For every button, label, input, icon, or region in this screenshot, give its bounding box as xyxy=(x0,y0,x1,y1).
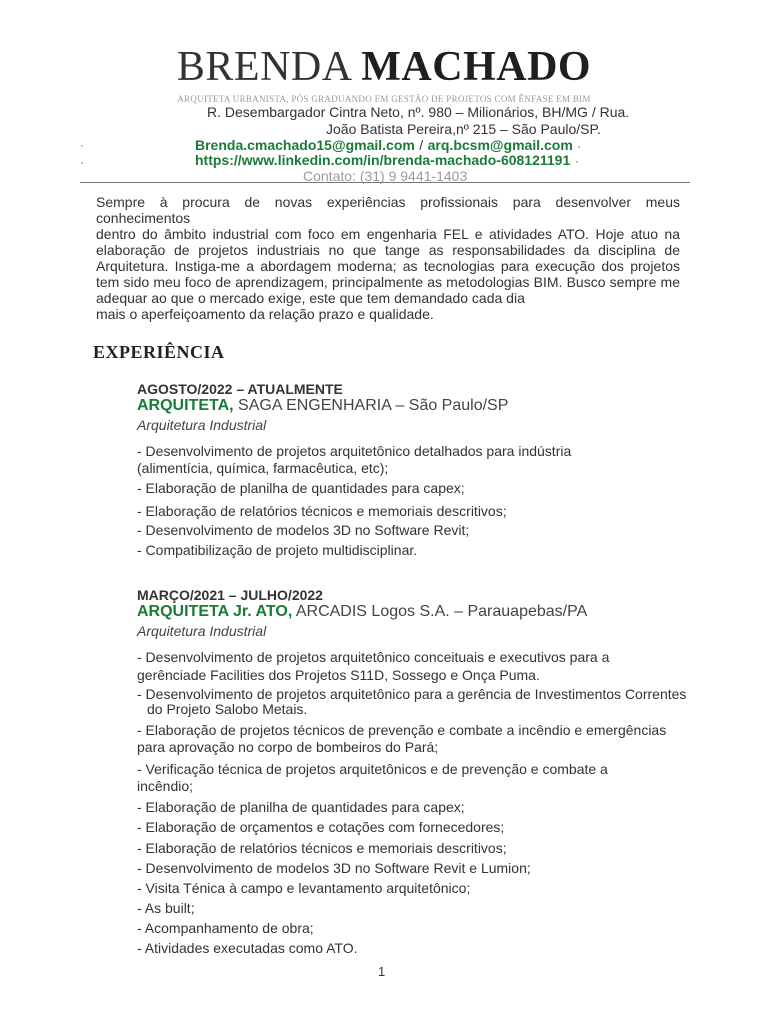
bullet-marker: · xyxy=(80,138,84,152)
job-title: ARQUITETA Jr. ATO, xyxy=(137,603,293,620)
bullet-marker: · xyxy=(80,155,84,169)
job-area: Arquitetura Industrial xyxy=(137,623,267,639)
professional-subtitle: ARQUITETA URBANISTA, PÓS GRADUANDO EM GESTÃO DE PROJETOS COM ÊNFASE EM BIM xyxy=(177,94,591,104)
address-line-1: R. Desembargador Cintra Neto, nº. 980 – Milionários, BH/MG / Rua. xyxy=(207,104,630,120)
contact-phone: Contato: (31) 9 9441-1403 xyxy=(303,168,468,184)
job-duty: - Compatibilização de projeto multidisciplinar. xyxy=(137,542,418,558)
job-period: AGOSTO/2022 – ATUALMENTE xyxy=(137,381,343,397)
job-duty: - Acompanhamento de obra; xyxy=(137,920,314,936)
bullet-marker: · xyxy=(577,139,582,153)
summary-line: Arquitetura. Instiga-me a abordagem moderna; as tecnologias para execução dos projetos xyxy=(96,258,680,274)
summary-line: Sempre à procura de novas experiências profissionais para desenvolver meus conhecimentos xyxy=(96,194,680,226)
email-link-1[interactable]: Brenda.cmachado15@gmail.com xyxy=(195,137,415,153)
job-duty: - Desenvolvimento de modelos 3D no Software Revit e Lumion; xyxy=(137,860,531,876)
summary-line: mais o aperfeiçoamento da relação prazo e qualidade. xyxy=(96,306,434,322)
job-company: ARCADIS Logos S.A. – Parauapebas/PA xyxy=(292,603,588,620)
job-role xyxy=(137,603,587,621)
address-line-2: João Batista Pereira,nº 215 – São Paulo/SP. xyxy=(326,121,601,137)
job-duty: incêndio; xyxy=(137,778,194,794)
bullet-marker: · xyxy=(574,154,579,168)
section-heading-experience: EXPERIÊNCIA xyxy=(93,342,225,362)
job-duty: - Desenvolvimento de projetos arquitetônico detalhados para indústria xyxy=(137,443,572,459)
job-duty: - Desenvolvimento de modelos 3D no Software Revit; xyxy=(137,522,470,538)
professional-summary xyxy=(96,194,680,322)
job-duty: - Visita Ténica à campo e levantamento arquitetônico; xyxy=(137,880,471,896)
job-duty: - Verificação técnica de projetos arquitetônicos e de prevenção e combate a xyxy=(137,761,608,777)
job-duty: - Elaboração de orçamentos e cotações com fornecedores; xyxy=(137,819,505,835)
job-duty: para aprovação no corpo de bombeiros do Pará; xyxy=(137,739,439,755)
job-duty: - Elaboração de planilha de quantidades para capex; xyxy=(137,799,465,815)
job-duty: - As built; xyxy=(137,900,195,916)
candidate-name xyxy=(0,42,768,92)
header-divider xyxy=(80,182,690,183)
job-period: MARÇO/2021 – JULHO/2022 xyxy=(137,587,323,603)
job-duty: - Atividades executadas como ATO. xyxy=(137,940,358,956)
job-duty: - Elaboração de planilha de quantidades para capex; xyxy=(137,480,465,496)
job-duty: - Elaboração de relatórios técnicos e memoriais descritivos; xyxy=(137,503,507,519)
job-area: Arquitetura Industrial xyxy=(137,417,267,433)
summary-line: tem sido meu foco de aprendizagem, principalmente as metodologias BIM. Busco sempre me xyxy=(96,274,680,290)
last-name: MACHADO xyxy=(361,44,592,90)
job-duty: - Elaboração de relatórios técnicos e memoriais descritivos; xyxy=(137,840,507,856)
linkedin-link[interactable]: https://www.linkedin.com/in/brenda-machado-608121191 xyxy=(195,152,571,168)
job-duty: (alimentícia, química, farmacêutica, etc); xyxy=(137,460,389,476)
job-duty: - Elaboração de projetos técnicos de prevenção e combate a incêndio e emergências xyxy=(137,722,667,738)
summary-line: adequar ao que o mercado exige, este que tem demandado cada dia xyxy=(96,290,525,306)
job-duty: - Desenvolvimento de projetos arquitetônico conceituais e executivos para a xyxy=(137,649,610,665)
job-company: SAGA ENGENHARIA – São Paulo/SP xyxy=(233,397,509,414)
first-name: BRENDA xyxy=(176,44,351,90)
page-number: 1 xyxy=(378,964,386,979)
email-separator: / xyxy=(419,137,424,153)
email-link-2[interactable]: arq.bcsm@gmail.com xyxy=(427,137,573,153)
summary-line: dentro do âmbito industrial com foco em engenharia FEL e atividades ATO. Hoje atuo na xyxy=(96,226,680,242)
job-duty: do Projeto Salobo Metais. xyxy=(147,701,308,717)
job-duty: gerênciade Facilities dos Projetos S11D, Sossego e Onça Puma. xyxy=(137,667,540,683)
job-duty: - Desenvolvimento de projetos arquitetônico para a gerência de Investimentos Correntes xyxy=(137,686,687,702)
job-role xyxy=(137,397,508,415)
summary-line: elaboração de projetos industriais no que tange as responsabilidades da disciplina de xyxy=(96,242,680,258)
job-title: ARQUITETA, xyxy=(137,397,234,414)
